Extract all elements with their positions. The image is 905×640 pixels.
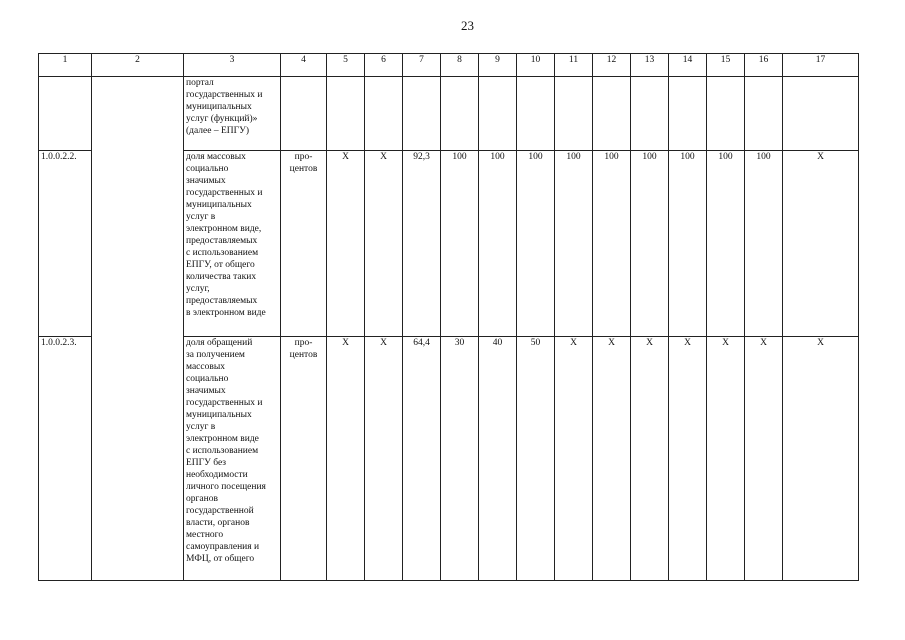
text-line: услуг в bbox=[186, 422, 216, 432]
text-line: предоставляемых bbox=[186, 296, 258, 306]
text-line: портал bbox=[186, 78, 214, 88]
value-cell: 100 bbox=[745, 151, 783, 337]
text-line: муниципальных bbox=[186, 410, 252, 420]
text-line: электронном виде bbox=[186, 434, 259, 444]
text-line: ЕПГУ, от общего bbox=[186, 260, 255, 270]
value-cell: Х bbox=[783, 337, 859, 581]
value-cell bbox=[517, 77, 555, 151]
text-line: электронном виде, bbox=[186, 224, 262, 234]
value-cell: 100 bbox=[441, 151, 479, 337]
value-cell: 30 bbox=[441, 337, 479, 581]
value-cell: Х bbox=[707, 337, 745, 581]
value-cell bbox=[745, 77, 783, 151]
unit-cell bbox=[281, 337, 327, 581]
value-cell: 100 bbox=[555, 151, 593, 337]
value-cell: Х bbox=[745, 337, 783, 581]
value-cell: 100 bbox=[593, 151, 631, 337]
text-line: центов bbox=[289, 164, 318, 174]
value-cell: 100 bbox=[669, 151, 707, 337]
header-cell: 7 bbox=[403, 54, 441, 77]
value-cell bbox=[327, 77, 365, 151]
value-cell bbox=[403, 77, 441, 151]
header-cell: 9 bbox=[479, 54, 517, 77]
text-line: услуг в bbox=[186, 212, 216, 222]
header-cell: 2 bbox=[92, 54, 184, 77]
header-cell: 5 bbox=[327, 54, 365, 77]
value-cell: Х bbox=[669, 337, 707, 581]
indicator-code: 1.0.0.2.2. bbox=[39, 151, 92, 337]
value-cell bbox=[441, 77, 479, 151]
header-cell: 14 bbox=[669, 54, 707, 77]
value-cell bbox=[707, 77, 745, 151]
value-cell: 92,3 bbox=[403, 151, 441, 337]
text-line: доля обращений bbox=[186, 338, 253, 348]
value-cell: Х bbox=[783, 151, 859, 337]
value-cell: 64,4 bbox=[403, 337, 441, 581]
value-cell bbox=[555, 77, 593, 151]
unit-cell bbox=[281, 77, 327, 151]
text-line: государственных и bbox=[186, 398, 263, 408]
header-cell: 11 bbox=[555, 54, 593, 77]
text-line: личного посещения bbox=[186, 482, 266, 492]
value-cell: 100 bbox=[631, 151, 669, 337]
header-cell: 13 bbox=[631, 54, 669, 77]
text-line: муниципальных bbox=[186, 200, 252, 210]
value-cell: Х bbox=[365, 151, 403, 337]
value-cell: 100 bbox=[707, 151, 745, 337]
indicator-name bbox=[184, 151, 281, 337]
value-cell bbox=[631, 77, 669, 151]
value-cell: Х bbox=[327, 337, 365, 581]
text-line: за получением bbox=[186, 350, 245, 360]
text-line: социально bbox=[186, 164, 229, 174]
text-line: необходимости bbox=[186, 470, 248, 480]
value-cell: Х bbox=[365, 337, 403, 581]
header-row bbox=[39, 54, 859, 77]
indicator-name bbox=[184, 337, 281, 581]
header-cell: 8 bbox=[441, 54, 479, 77]
text-line: местного bbox=[186, 530, 224, 540]
text-line: значимых bbox=[186, 176, 226, 186]
header-cell: 15 bbox=[707, 54, 745, 77]
text-line: доля массовых bbox=[186, 152, 246, 162]
indicator-name bbox=[184, 77, 281, 151]
header-cell: 3 bbox=[184, 54, 281, 77]
indicator-code: 1.0.0.2.3. bbox=[39, 337, 92, 581]
text-line: в электронном виде bbox=[186, 308, 266, 318]
text-line: значимых bbox=[186, 386, 226, 396]
text-line: с использованием bbox=[186, 446, 259, 456]
value-cell: Х bbox=[555, 337, 593, 581]
value-cell bbox=[593, 77, 631, 151]
header-cell: 4 bbox=[281, 54, 327, 77]
header-cell: 6 bbox=[365, 54, 403, 77]
text-line: органов bbox=[186, 494, 218, 504]
value-cell: Х bbox=[593, 337, 631, 581]
value-cell: Х bbox=[631, 337, 669, 581]
indicators-table bbox=[38, 53, 859, 581]
text-line: (далее – ЕПГУ) bbox=[186, 126, 250, 136]
value-cell bbox=[783, 77, 859, 151]
text-line: муниципальных bbox=[186, 102, 252, 112]
unit-cell bbox=[281, 151, 327, 337]
text-line: государственной bbox=[186, 506, 254, 516]
text-line: массовых bbox=[186, 362, 225, 372]
indicator-code bbox=[39, 77, 92, 151]
value-cell bbox=[669, 77, 707, 151]
group-cell bbox=[92, 77, 184, 581]
value-cell: 50 bbox=[517, 337, 555, 581]
text-line: самоуправления и bbox=[186, 542, 260, 552]
header-cell: 1 bbox=[39, 54, 92, 77]
table-row bbox=[39, 77, 859, 151]
text-line: власти, органов bbox=[186, 518, 250, 528]
value-cell: Х bbox=[327, 151, 365, 337]
header-cell: 17 bbox=[783, 54, 859, 77]
value-cell bbox=[479, 77, 517, 151]
text-line: предоставляемых bbox=[186, 236, 258, 246]
page-number: 23 bbox=[461, 18, 474, 33]
text-line: государственных и bbox=[186, 90, 263, 100]
value-cell bbox=[365, 77, 403, 151]
text-line: про- bbox=[294, 338, 313, 348]
text-line: с использованием bbox=[186, 248, 259, 258]
value-cell: 40 bbox=[479, 337, 517, 581]
value-cell: 100 bbox=[479, 151, 517, 337]
text-line: услуг, bbox=[186, 284, 210, 294]
header-cell: 10 bbox=[517, 54, 555, 77]
text-line: ЕПГУ без bbox=[186, 458, 227, 468]
text-line: государственных и bbox=[186, 188, 263, 198]
text-line: социально bbox=[186, 374, 229, 384]
text-line: услуг (функций)» bbox=[186, 114, 258, 124]
header-cell: 16 bbox=[745, 54, 783, 77]
header-cell: 12 bbox=[593, 54, 631, 77]
text-line: МФЦ, от общего bbox=[186, 554, 255, 564]
value-cell: 100 bbox=[517, 151, 555, 337]
text-line: про- bbox=[294, 152, 313, 162]
text-line: количества таких bbox=[186, 272, 257, 282]
text-line: центов bbox=[289, 350, 318, 360]
